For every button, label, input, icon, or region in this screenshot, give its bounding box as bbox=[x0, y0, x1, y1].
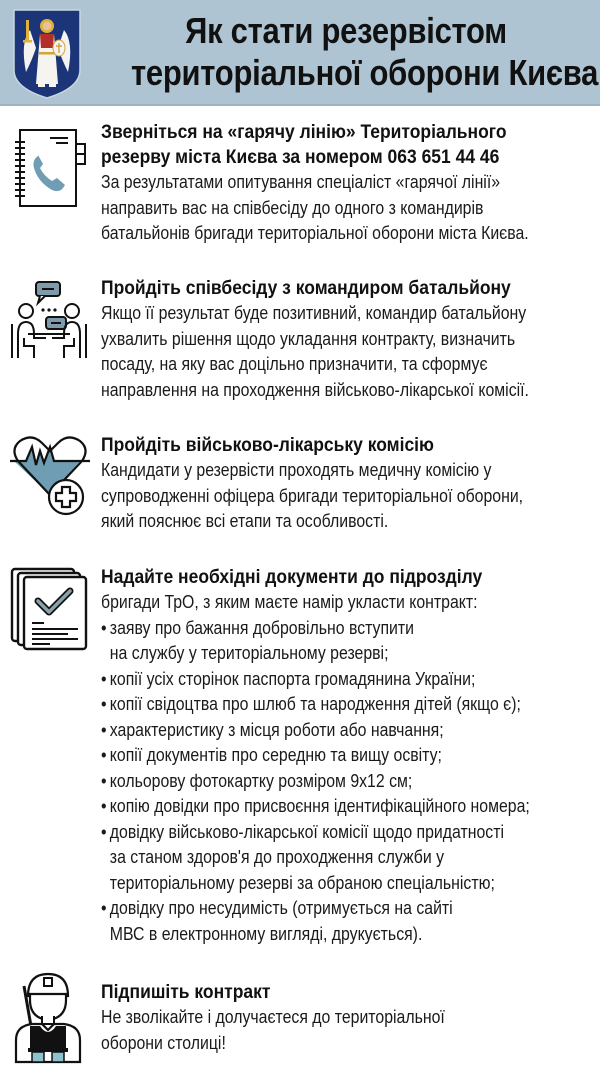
documents-checkmark-icon bbox=[6, 565, 92, 651]
header-banner bbox=[0, 0, 600, 106]
step-2-text-line: посаду, на яку вас доцільно призначити, та сформує bbox=[101, 354, 488, 374]
kyiv-coat-of-arms-icon bbox=[12, 8, 82, 100]
step-5-text-line: Не зволікайте і долучаєтеся до територіальної bbox=[101, 1007, 445, 1027]
list-item: • копії усіх сторінок паспорта громадянина України; bbox=[101, 668, 476, 689]
step-1-title-line-1: Зверніться на «гарячу лінію» Територіального bbox=[101, 122, 507, 143]
step-2-content bbox=[101, 276, 596, 403]
step-4-intro: бригади ТрО, з яким маєте намір укласти контракт: bbox=[101, 592, 478, 612]
step-5-title: Підпишіть контракт bbox=[101, 982, 271, 1003]
list-item: • кольорову фотокартку розміром 9х12 см; bbox=[101, 770, 413, 791]
step-3-text-line: який пояснює всі етапи та особливості. bbox=[101, 511, 389, 531]
step-4-title: Надайте необхідні документи до підрозділу bbox=[101, 567, 483, 588]
documents-list bbox=[101, 616, 596, 948]
step-1-text-line: батальйонів бригади територіальної оборони міста Києва. bbox=[101, 223, 529, 243]
list-item: • довідку про несудимість (отримується на сайті МВС в електронному вигляді, друкується). bbox=[101, 898, 453, 944]
title-line-2: територіальної оборони Києва bbox=[131, 52, 599, 93]
step-1-text-line: направить вас на співбесіду до одного з командирів bbox=[101, 197, 484, 218]
step-1-title-line-2: резерву міста Києва за номером 063 651 44 46 bbox=[101, 147, 500, 168]
list-item: • копії свідоцтва про шлюб та народження дітей (якщо є); bbox=[101, 694, 521, 714]
step-2-text-line: Якщо її результат буде позитивний, командир батальйону bbox=[101, 303, 527, 323]
page-title bbox=[131, 10, 599, 94]
phone-notebook-icon bbox=[6, 124, 92, 210]
list-item: • копію довідки про присвоєння ідентифікаційного номера; bbox=[101, 796, 530, 816]
step-2-title: Пройдіть співбесіду з командиром батальйону bbox=[101, 278, 511, 299]
heart-medical-icon bbox=[6, 433, 92, 519]
step-3-content bbox=[101, 433, 596, 535]
step-1-text-line: За результатами опитування спеціаліст «гарячої лінії» bbox=[101, 172, 501, 192]
step-3-text-line: Кандидати у резервісти проходять медичну комісію у bbox=[101, 460, 492, 480]
step-2-text-line: ухвалить рішення щодо укладання контракту, визначить bbox=[101, 328, 516, 349]
list-item: • характеристику з місця роботи або навчання; bbox=[101, 719, 444, 740]
step-5-text-line: оборони столиці! bbox=[101, 1032, 226, 1053]
step-2-text-line: направлення на проходження військово-лікарської комісії. bbox=[101, 379, 529, 400]
list-item: • копії документів про середню та вищу освіту; bbox=[101, 745, 442, 765]
step-3-text-line: супроводженні офіцера бригади територіальної оборони, bbox=[101, 485, 524, 506]
list-item: • заяву про бажання добровільно вступити на службу у територіальному резерві; bbox=[101, 617, 415, 663]
step-5-content bbox=[101, 980, 596, 1056]
title-line-1: Як стати резервістом bbox=[185, 10, 507, 51]
step-4-content bbox=[101, 565, 596, 947]
step-1-content bbox=[101, 120, 596, 247]
soldier-icon bbox=[12, 968, 84, 1064]
step-3-title: Пройдіть військово-лікарську комісію bbox=[101, 435, 434, 456]
list-item: • довідку військово-лікарської комісії щодо придатності за станом здоров'я до проходження служби у територіальному резерві за обраною спеціальністю; bbox=[101, 821, 504, 893]
interview-meeting-icon bbox=[6, 278, 92, 364]
